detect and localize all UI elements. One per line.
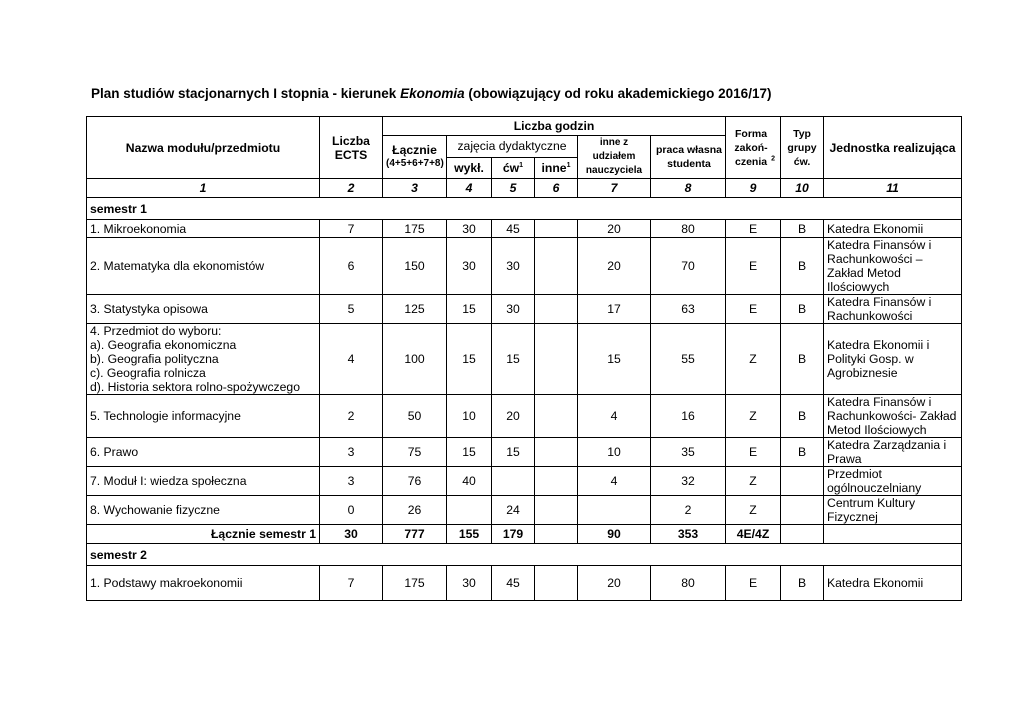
- lecture-hours-cell: 40: [447, 467, 492, 496]
- total-hours-cell: 125: [383, 295, 447, 324]
- other-hours-cell: [535, 496, 578, 525]
- own-work-cell: 55: [651, 324, 726, 395]
- exercise-hours-cell: 45: [492, 566, 535, 601]
- course-name: 5. Technologie informacyjne: [87, 395, 320, 438]
- total-hours-cell: 50: [383, 395, 447, 438]
- semester-row: [87, 544, 962, 566]
- lecture-hours-cell: 15: [447, 324, 492, 395]
- table-row: [87, 496, 962, 525]
- unit-cell: Katedra Finansów i Rachunkowości – Zakład Metod Ilościowych: [824, 238, 962, 295]
- lecture-hours-cell: 30: [447, 238, 492, 295]
- total-hours-cell: 100: [383, 324, 447, 395]
- header-name: Nazwa modułu/przedmiotu: [87, 117, 320, 179]
- header-own-work: praca własna studenta: [651, 136, 726, 179]
- exercise-hours-cell: 24: [492, 496, 535, 525]
- group-cell: B: [781, 566, 824, 601]
- table-row: [87, 295, 962, 324]
- lecture-hours-cell: 30: [447, 220, 492, 238]
- ects-cell: 5: [320, 295, 383, 324]
- course-name: 1. Podstawy makroekonomii: [87, 566, 320, 601]
- exercise-hours-cell: 30: [492, 295, 535, 324]
- unit-cell: Katedra Zarządzania i Prawa: [824, 438, 962, 467]
- own-work-cell: 63: [651, 295, 726, 324]
- table-row: [87, 220, 962, 238]
- header-lecture: wykł.: [447, 157, 492, 179]
- course-name: 6. Prawo: [87, 438, 320, 467]
- exercise-hours-cell: 15: [492, 438, 535, 467]
- form-cell: Z: [726, 496, 781, 525]
- course-name: 4. Przedmiot do wyboru: a). Geografia ekonomiczna b). Geografia polityczna c). Geografia rolnicza d). Historia sektora rolno-spożywczego: [87, 324, 320, 395]
- summary-exercise-cell: 179: [492, 525, 535, 544]
- own-work-cell: 2: [651, 496, 726, 525]
- summary-unit-cell: [824, 525, 962, 544]
- lecture-hours-cell: 15: [447, 438, 492, 467]
- header-hours: Liczba godzin: [383, 117, 726, 136]
- column-number: 2: [320, 179, 383, 198]
- summary-total-cell: 777: [383, 525, 447, 544]
- total-hours-cell: 75: [383, 438, 447, 467]
- total-hours-cell: 175: [383, 566, 447, 601]
- total-hours-cell: 150: [383, 238, 447, 295]
- column-number: 6: [535, 179, 578, 198]
- teacher-hours-cell: 4: [578, 395, 651, 438]
- table-header: [87, 117, 962, 179]
- own-work-cell: 16: [651, 395, 726, 438]
- other-hours-cell: [535, 238, 578, 295]
- other-hours-cell: [535, 395, 578, 438]
- column-number: 8: [651, 179, 726, 198]
- column-number: 3: [383, 179, 447, 198]
- column-number: 11: [824, 179, 962, 198]
- ects-cell: 0: [320, 496, 383, 525]
- teacher-hours-cell: 17: [578, 295, 651, 324]
- header-ects: Liczba ECTS: [320, 117, 383, 179]
- course-option: d). Historia sektora rolno-spożywczego: [90, 380, 300, 394]
- header-group: Typ grupy ćw.: [781, 117, 824, 179]
- exercise-hours-cell: 30: [492, 238, 535, 295]
- semester-summary-row: [87, 525, 962, 544]
- form-cell: E: [726, 295, 781, 324]
- other-hours-cell: [535, 566, 578, 601]
- header-with-teacher: inne z udziałem nauczyciela: [578, 136, 651, 179]
- column-number: 1: [87, 179, 320, 198]
- lecture-hours-cell: 30: [447, 566, 492, 601]
- ects-cell: 3: [320, 467, 383, 496]
- column-number: 9: [726, 179, 781, 198]
- unit-cell: Centrum Kultury Fizycznej: [824, 496, 962, 525]
- course-name: 1. Mikroekonomia: [87, 220, 320, 238]
- course-option: c). Geografia rolnicza: [90, 366, 206, 380]
- own-work-cell: 35: [651, 438, 726, 467]
- course-option: b). Geografia polityczna: [90, 352, 219, 366]
- form-cell: E: [726, 238, 781, 295]
- total-hours-cell: 76: [383, 467, 447, 496]
- other-hours-cell: [535, 438, 578, 467]
- column-number: 5: [492, 179, 535, 198]
- table-row: [87, 566, 962, 601]
- semester-label: semestr 1: [87, 198, 962, 220]
- teacher-hours-cell: [578, 496, 651, 525]
- summary-form-cell: 4E/4Z: [726, 525, 781, 544]
- form-cell: Z: [726, 395, 781, 438]
- header-form: Forma zakoń-czenia $^2$: [726, 117, 781, 179]
- unit-cell: Przedmiot ogólnouczelniany: [824, 467, 962, 496]
- summary-group-cell: [781, 525, 824, 544]
- study-plan-table: [86, 116, 962, 601]
- teacher-hours-cell: 4: [578, 467, 651, 496]
- total-hours-cell: 26: [383, 496, 447, 525]
- exercise-hours-cell: 20: [492, 395, 535, 438]
- header-exercise: $ćw^1$: [492, 157, 535, 179]
- lecture-hours-cell: 15: [447, 295, 492, 324]
- form-cell: E: [726, 566, 781, 601]
- exercise-hours-cell: [492, 467, 535, 496]
- teacher-hours-cell: 20: [578, 566, 651, 601]
- ects-cell: 3: [320, 438, 383, 467]
- ects-cell: 6: [320, 238, 383, 295]
- summary-label: Łącznie semestr 1: [87, 525, 320, 544]
- teacher-hours-cell: 20: [578, 220, 651, 238]
- own-work-cell: 80: [651, 220, 726, 238]
- other-hours-cell: [535, 324, 578, 395]
- header-other: inne$^1$: [535, 157, 578, 179]
- table-row: [87, 467, 962, 496]
- own-work-cell: 70: [651, 238, 726, 295]
- page-title: Plan studiów stacjonarnych I stopnia - kierunek Ekonomia (obowiązujący od roku akademickiego 2016/17): [91, 86, 772, 101]
- header-unit: Jednostka realizująca: [824, 117, 962, 179]
- column-number: 10: [781, 179, 824, 198]
- group-cell: B: [781, 295, 824, 324]
- ects-cell: 7: [320, 220, 383, 238]
- semester-label: semestr 2: [87, 544, 962, 566]
- teacher-hours-cell: 10: [578, 438, 651, 467]
- column-number: 4: [447, 179, 492, 198]
- form-cell: Z: [726, 324, 781, 395]
- table-row: [87, 395, 962, 438]
- ects-cell: 2: [320, 395, 383, 438]
- course-name: 7. Moduł I: wiedza społeczna: [87, 467, 320, 496]
- group-cell: [781, 467, 824, 496]
- course-name: 8. Wychowanie fizyczne: [87, 496, 320, 525]
- exercise-hours-cell: 45: [492, 220, 535, 238]
- teacher-hours-cell: 15: [578, 324, 651, 395]
- group-cell: B: [781, 238, 824, 295]
- group-cell: B: [781, 438, 824, 467]
- lecture-hours-cell: 10: [447, 395, 492, 438]
- unit-cell: Katedra Finansów i Rachunkowości: [824, 295, 962, 324]
- course-name: 3. Statystyka opisowa: [87, 295, 320, 324]
- other-hours-cell: [535, 295, 578, 324]
- summary-lecture-cell: 155: [447, 525, 492, 544]
- summary-ects-cell: 30: [320, 525, 383, 544]
- form-cell: Z: [726, 467, 781, 496]
- form-cell: E: [726, 438, 781, 467]
- semester-row: [87, 198, 962, 220]
- teacher-hours-cell: 20: [578, 238, 651, 295]
- field-name: Ekonomia: [400, 86, 465, 101]
- total-hours-cell: 175: [383, 220, 447, 238]
- ects-cell: 7: [320, 566, 383, 601]
- table-row: [87, 324, 962, 395]
- summary-own-cell: 353: [651, 525, 726, 544]
- other-hours-cell: [535, 467, 578, 496]
- ects-cell: 4: [320, 324, 383, 395]
- header-classes: zajęcia dydaktyczne: [447, 136, 578, 158]
- own-work-cell: 80: [651, 566, 726, 601]
- other-hours-cell: [535, 220, 578, 238]
- table-row: [87, 438, 962, 467]
- table-body: [87, 179, 962, 601]
- form-cell: E: [726, 220, 781, 238]
- group-cell: B: [781, 220, 824, 238]
- header-total: Łącznie (4+5+6+7+8): [383, 136, 447, 179]
- summary-teacher-cell: 90: [578, 525, 651, 544]
- group-cell: B: [781, 395, 824, 438]
- unit-cell: Katedra Ekonomii i Polityki Gosp. w Agrobiznesie: [824, 324, 962, 395]
- lecture-hours-cell: [447, 496, 492, 525]
- column-number-row: [87, 179, 962, 198]
- unit-cell: Katedra Ekonomii: [824, 220, 962, 238]
- unit-cell: Katedra Finansów i Rachunkowości- Zakład Metod Ilościowych: [824, 395, 962, 438]
- summary-other-cell: [535, 525, 578, 544]
- exercise-hours-cell: 15: [492, 324, 535, 395]
- own-work-cell: 32: [651, 467, 726, 496]
- unit-cell: Katedra Ekonomii: [824, 566, 962, 601]
- course-option: a). Geografia ekonomiczna: [90, 338, 237, 352]
- group-cell: [781, 496, 824, 525]
- column-number: 7: [578, 179, 651, 198]
- table-row: [87, 238, 962, 295]
- group-cell: B: [781, 324, 824, 395]
- course-name: 2. Matematyka dla ekonomistów: [87, 238, 320, 295]
